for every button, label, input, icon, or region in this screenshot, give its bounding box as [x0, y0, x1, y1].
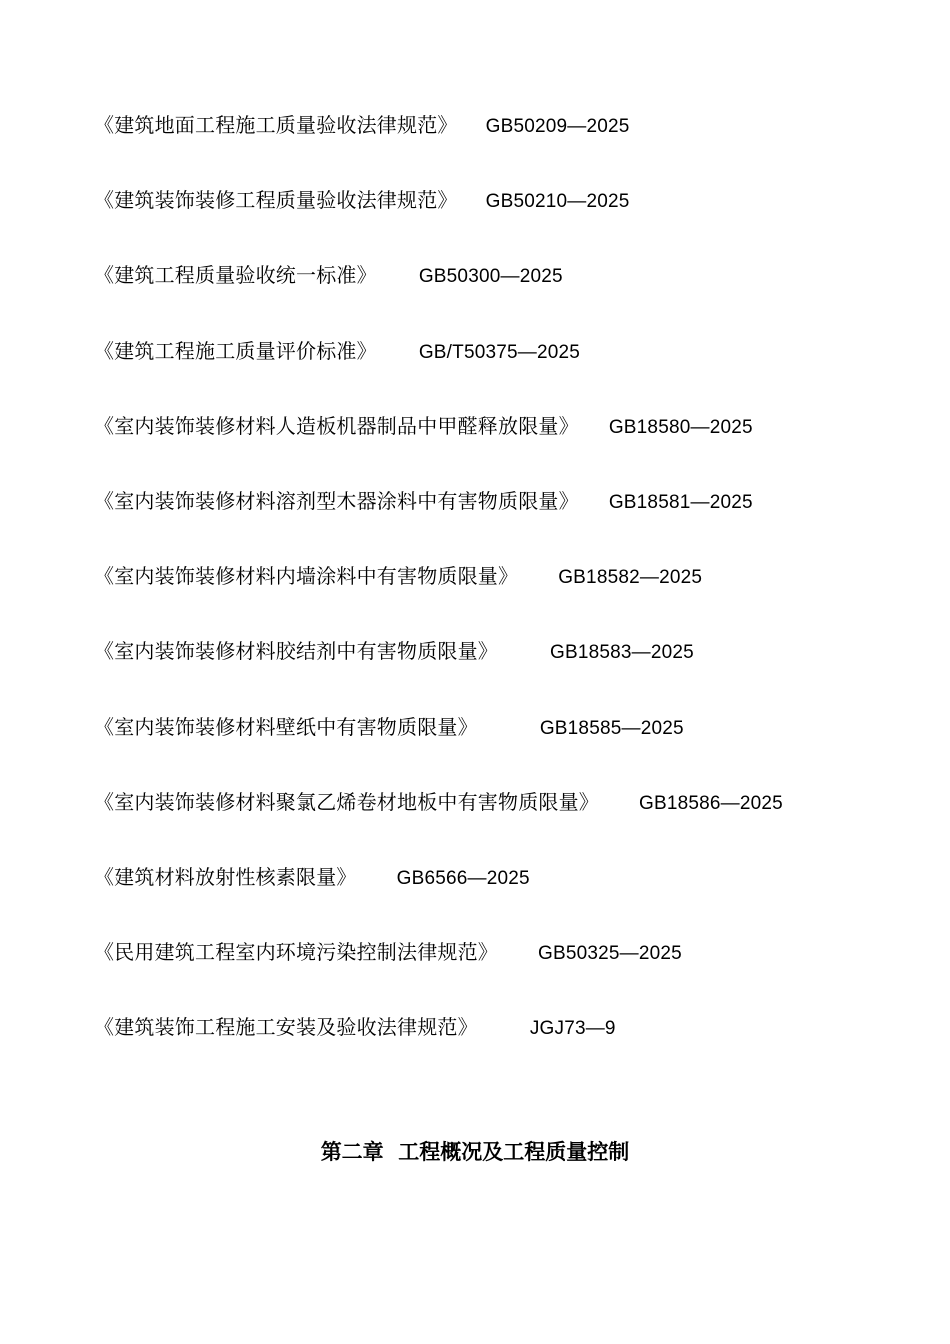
standard-code: GB18585—2025 [539, 717, 684, 739]
standard-title: 《建筑工程施工质量评价标准》 [94, 338, 377, 363]
standard-item [94, 1012, 783, 1087]
standard-code: GB18580—2025 [608, 416, 753, 438]
standard-code: GB50325—2025 [538, 943, 682, 965]
standard-code: GB18586—2025 [639, 792, 783, 814]
standard-item [94, 937, 783, 1012]
standard-title: 《建筑装饰工程施工安装及验收法律规范》 [94, 1015, 478, 1040]
standard-title: 《建筑材料放射性核素限量》 [94, 864, 357, 889]
standard-title: 《建筑工程质量验收统一标准》 [94, 263, 377, 288]
standard-title: 《室内装饰装修材料溶剂型木器涂料中有害物质限量》 [94, 488, 579, 513]
standard-title: 《室内装饰装修材料聚氯乙烯卷材地板中有害物质限量》 [94, 789, 599, 814]
standard-code: GB50300—2025 [418, 266, 563, 288]
standard-item [94, 787, 783, 862]
standard-item [94, 336, 783, 411]
standard-code: GB18581—2025 [608, 491, 753, 513]
standard-item [94, 411, 783, 486]
standard-item [94, 260, 783, 335]
standard-item [94, 486, 783, 561]
standard-title: 《室内装饰装修材料人造板机器制品中甲醛释放限量》 [94, 413, 579, 438]
standard-title: 《室内装饰装修材料内墙涂料中有害物质限量》 [94, 564, 519, 589]
standard-item [94, 561, 783, 636]
standard-code: JGJ73—9 [529, 1018, 616, 1040]
standard-title: 《室内装饰装修材料胶结剂中有害物质限量》 [94, 639, 498, 664]
chapter-heading: 第二章 工程概况及工程质量控制 [320, 1140, 630, 1164]
standard-item [94, 636, 783, 711]
standard-code: GB6566—2025 [396, 867, 530, 889]
standard-item [94, 862, 783, 937]
standard-item [94, 185, 783, 260]
standard-code: GB18583—2025 [550, 642, 694, 664]
standard-item [94, 712, 783, 787]
standard-code: GB/T50375—2025 [418, 341, 581, 363]
standard-title: 《建筑地面工程施工质量验收法律规范》 [94, 113, 458, 137]
standard-code: GB50209—2025 [485, 116, 630, 137]
standard-item [94, 110, 783, 185]
standard-code: GB50210—2025 [485, 191, 630, 213]
standard-code: GB18582—2025 [558, 567, 703, 589]
standard-title: 《民用建筑工程室内环境污染控制法律规范》 [94, 940, 498, 965]
standard-title: 《建筑装饰装修工程质量验收法律规范》 [94, 188, 458, 213]
standard-title: 《室内装饰装修材料壁纸中有害物质限量》 [94, 714, 478, 739]
standards-list [94, 110, 783, 1087]
